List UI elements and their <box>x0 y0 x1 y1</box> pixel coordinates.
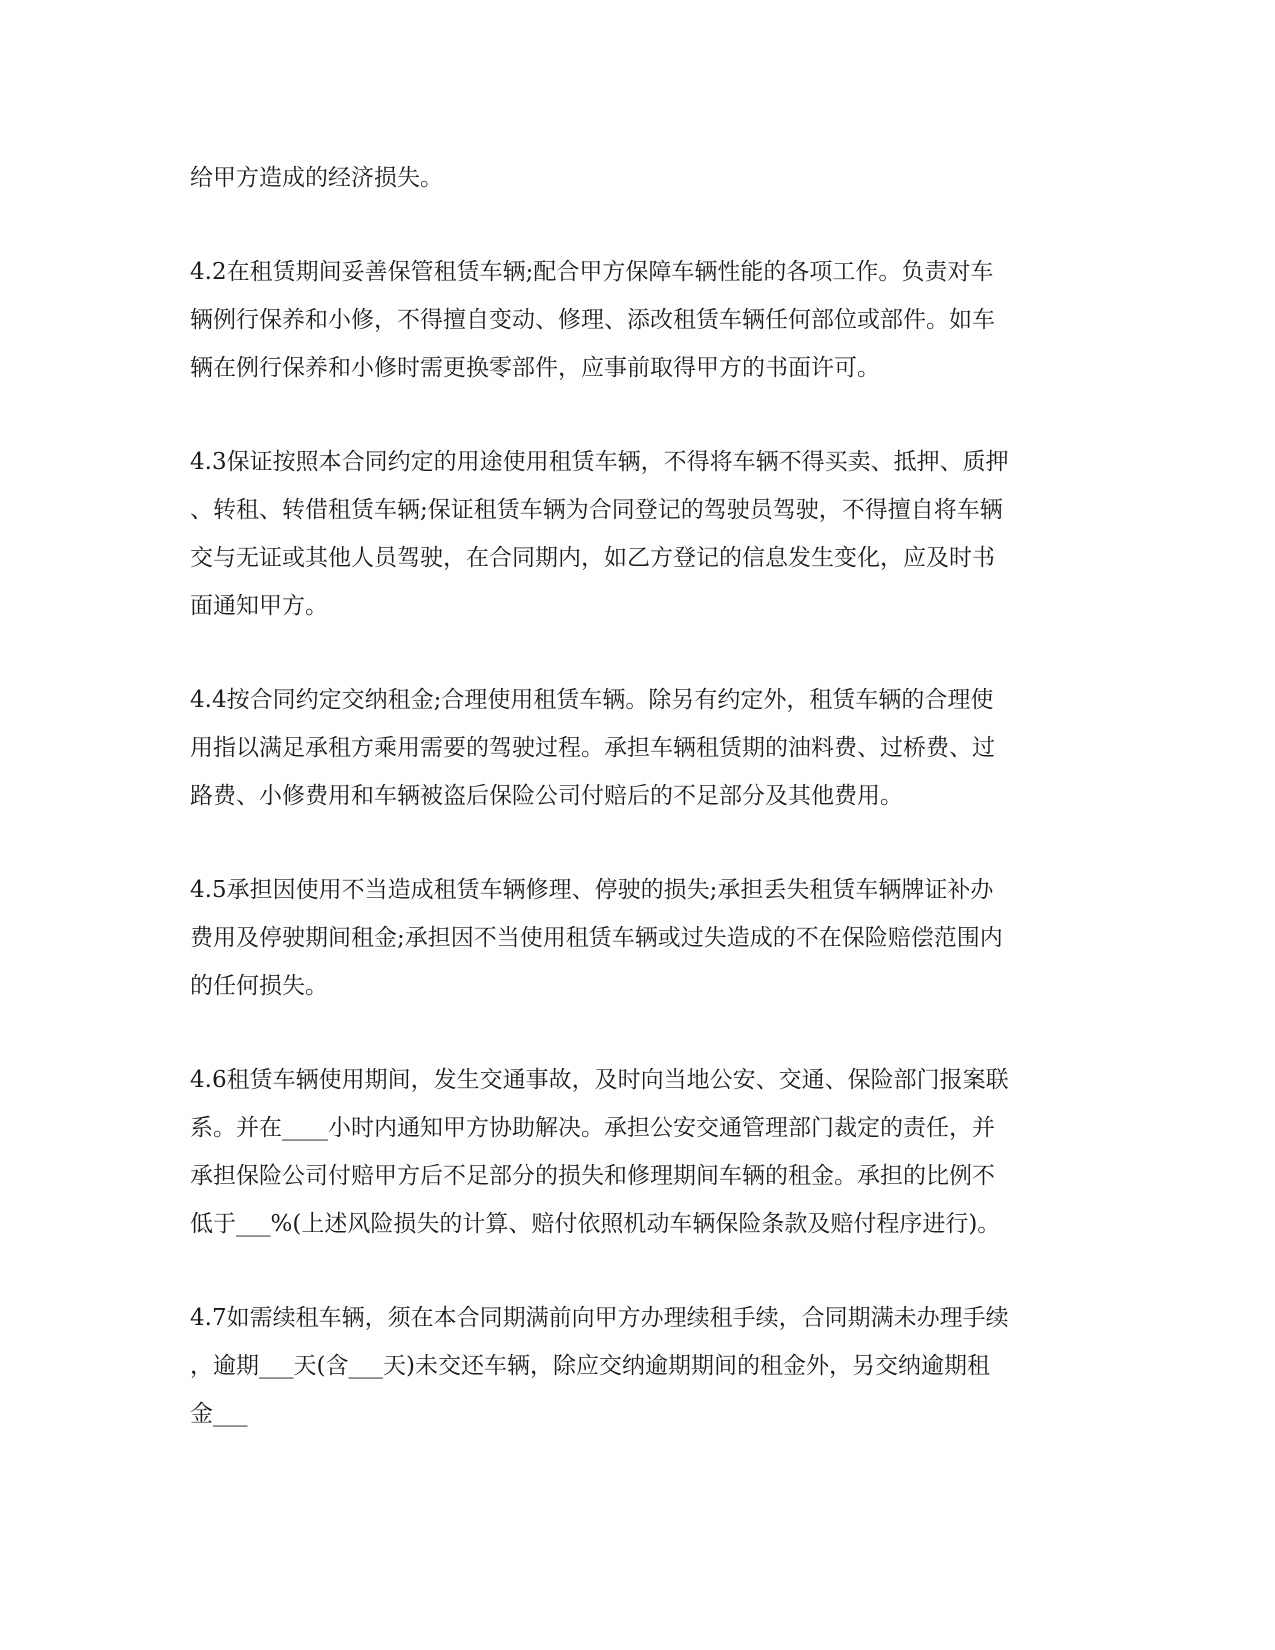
document-body <box>190 154 1080 1484</box>
text-line: 4.2在租赁期间妥善保管租赁车辆;配合甲方保障车辆性能的各项工作。负责对车 <box>190 259 994 285</box>
text-line: 面通知甲方。 <box>190 593 328 619</box>
text-line: 金___ <box>190 1401 248 1427</box>
paragraph-clause-4-4 <box>190 676 1080 820</box>
text-line: 低于___%(上述风险损失的计算、赔付依照机动车辆保险条款及赔付程序进行)。 <box>190 1211 1001 1237</box>
text-line: 交与无证或其他人员驾驶，在合同期内，如乙方登记的信息发生变化，应及时书 <box>190 545 995 571</box>
text-line: 4.4按合同约定交纳租金;合理使用租赁车辆。除另有约定外，租赁车辆的合理使 <box>190 687 994 713</box>
text-line: 4.7如需续租车辆，须在本合同期满前向甲方办理续租手续，合同期满未办理手续 <box>190 1305 1009 1331</box>
text-line: 辆在例行保养和小修时需更换零部件，应事前取得甲方的书面许可。 <box>190 355 880 381</box>
text-line: 费用及停驶期间租金;承担因不当使用租赁车辆或过失造成的不在保险赔偿范围内 <box>190 925 1003 951</box>
paragraph-clause-4-2 <box>190 248 1080 392</box>
text-line: 的任何损失。 <box>190 973 328 999</box>
paragraph-continuation <box>190 154 1080 202</box>
text-line: 路费、小修费用和车辆被盗后保险公司付赔后的不足部分及其他费用。 <box>190 783 903 809</box>
text-line: 4.6租赁车辆使用期间，发生交通事故，及时向当地公安、交通、保险部门报案联 <box>190 1067 1009 1093</box>
paragraph-clause-4-7 <box>190 1294 1080 1438</box>
text-line: 用指以满足承租方乘用需要的驾驶过程。承担车辆租赁期的油料费、过桥费、过 <box>190 735 995 761</box>
text-line: 承担保险公司付赔甲方后不足部分的损失和修理期间车辆的租金。承担的比例不 <box>190 1163 995 1189</box>
paragraph-clause-4-6 <box>190 1056 1080 1248</box>
text-line: ，逾期___天(含___天)未交还车辆，除应交纳逾期期间的租金外，另交纳逾期租 <box>190 1353 990 1379</box>
text-line: 辆例行保养和小修，不得擅自变动、修理、添改租赁车辆任何部位或部件。如车 <box>190 307 995 333</box>
text-line: 、转租、转借租赁车辆;保证租赁车辆为合同登记的驾驶员驾驶，不得擅自将车辆 <box>190 497 1003 523</box>
text-line: 4.5承担因使用不当造成租赁车辆修理、停驶的损失;承担丢失租赁车辆牌证补办 <box>190 877 994 903</box>
text-line: 给甲方造成的经济损失。 <box>190 165 443 191</box>
paragraph-clause-4-5 <box>190 866 1080 1010</box>
paragraph-clause-4-3 <box>190 438 1080 630</box>
text-line: 系。并在____小时内通知甲方协助解决。承担公安交通管理部门裁定的责任，并 <box>190 1115 995 1141</box>
text-line: 4.3保证按照本合同约定的用途使用租赁车辆，不得将车辆不得买卖、抵押、质押 <box>190 449 1009 475</box>
